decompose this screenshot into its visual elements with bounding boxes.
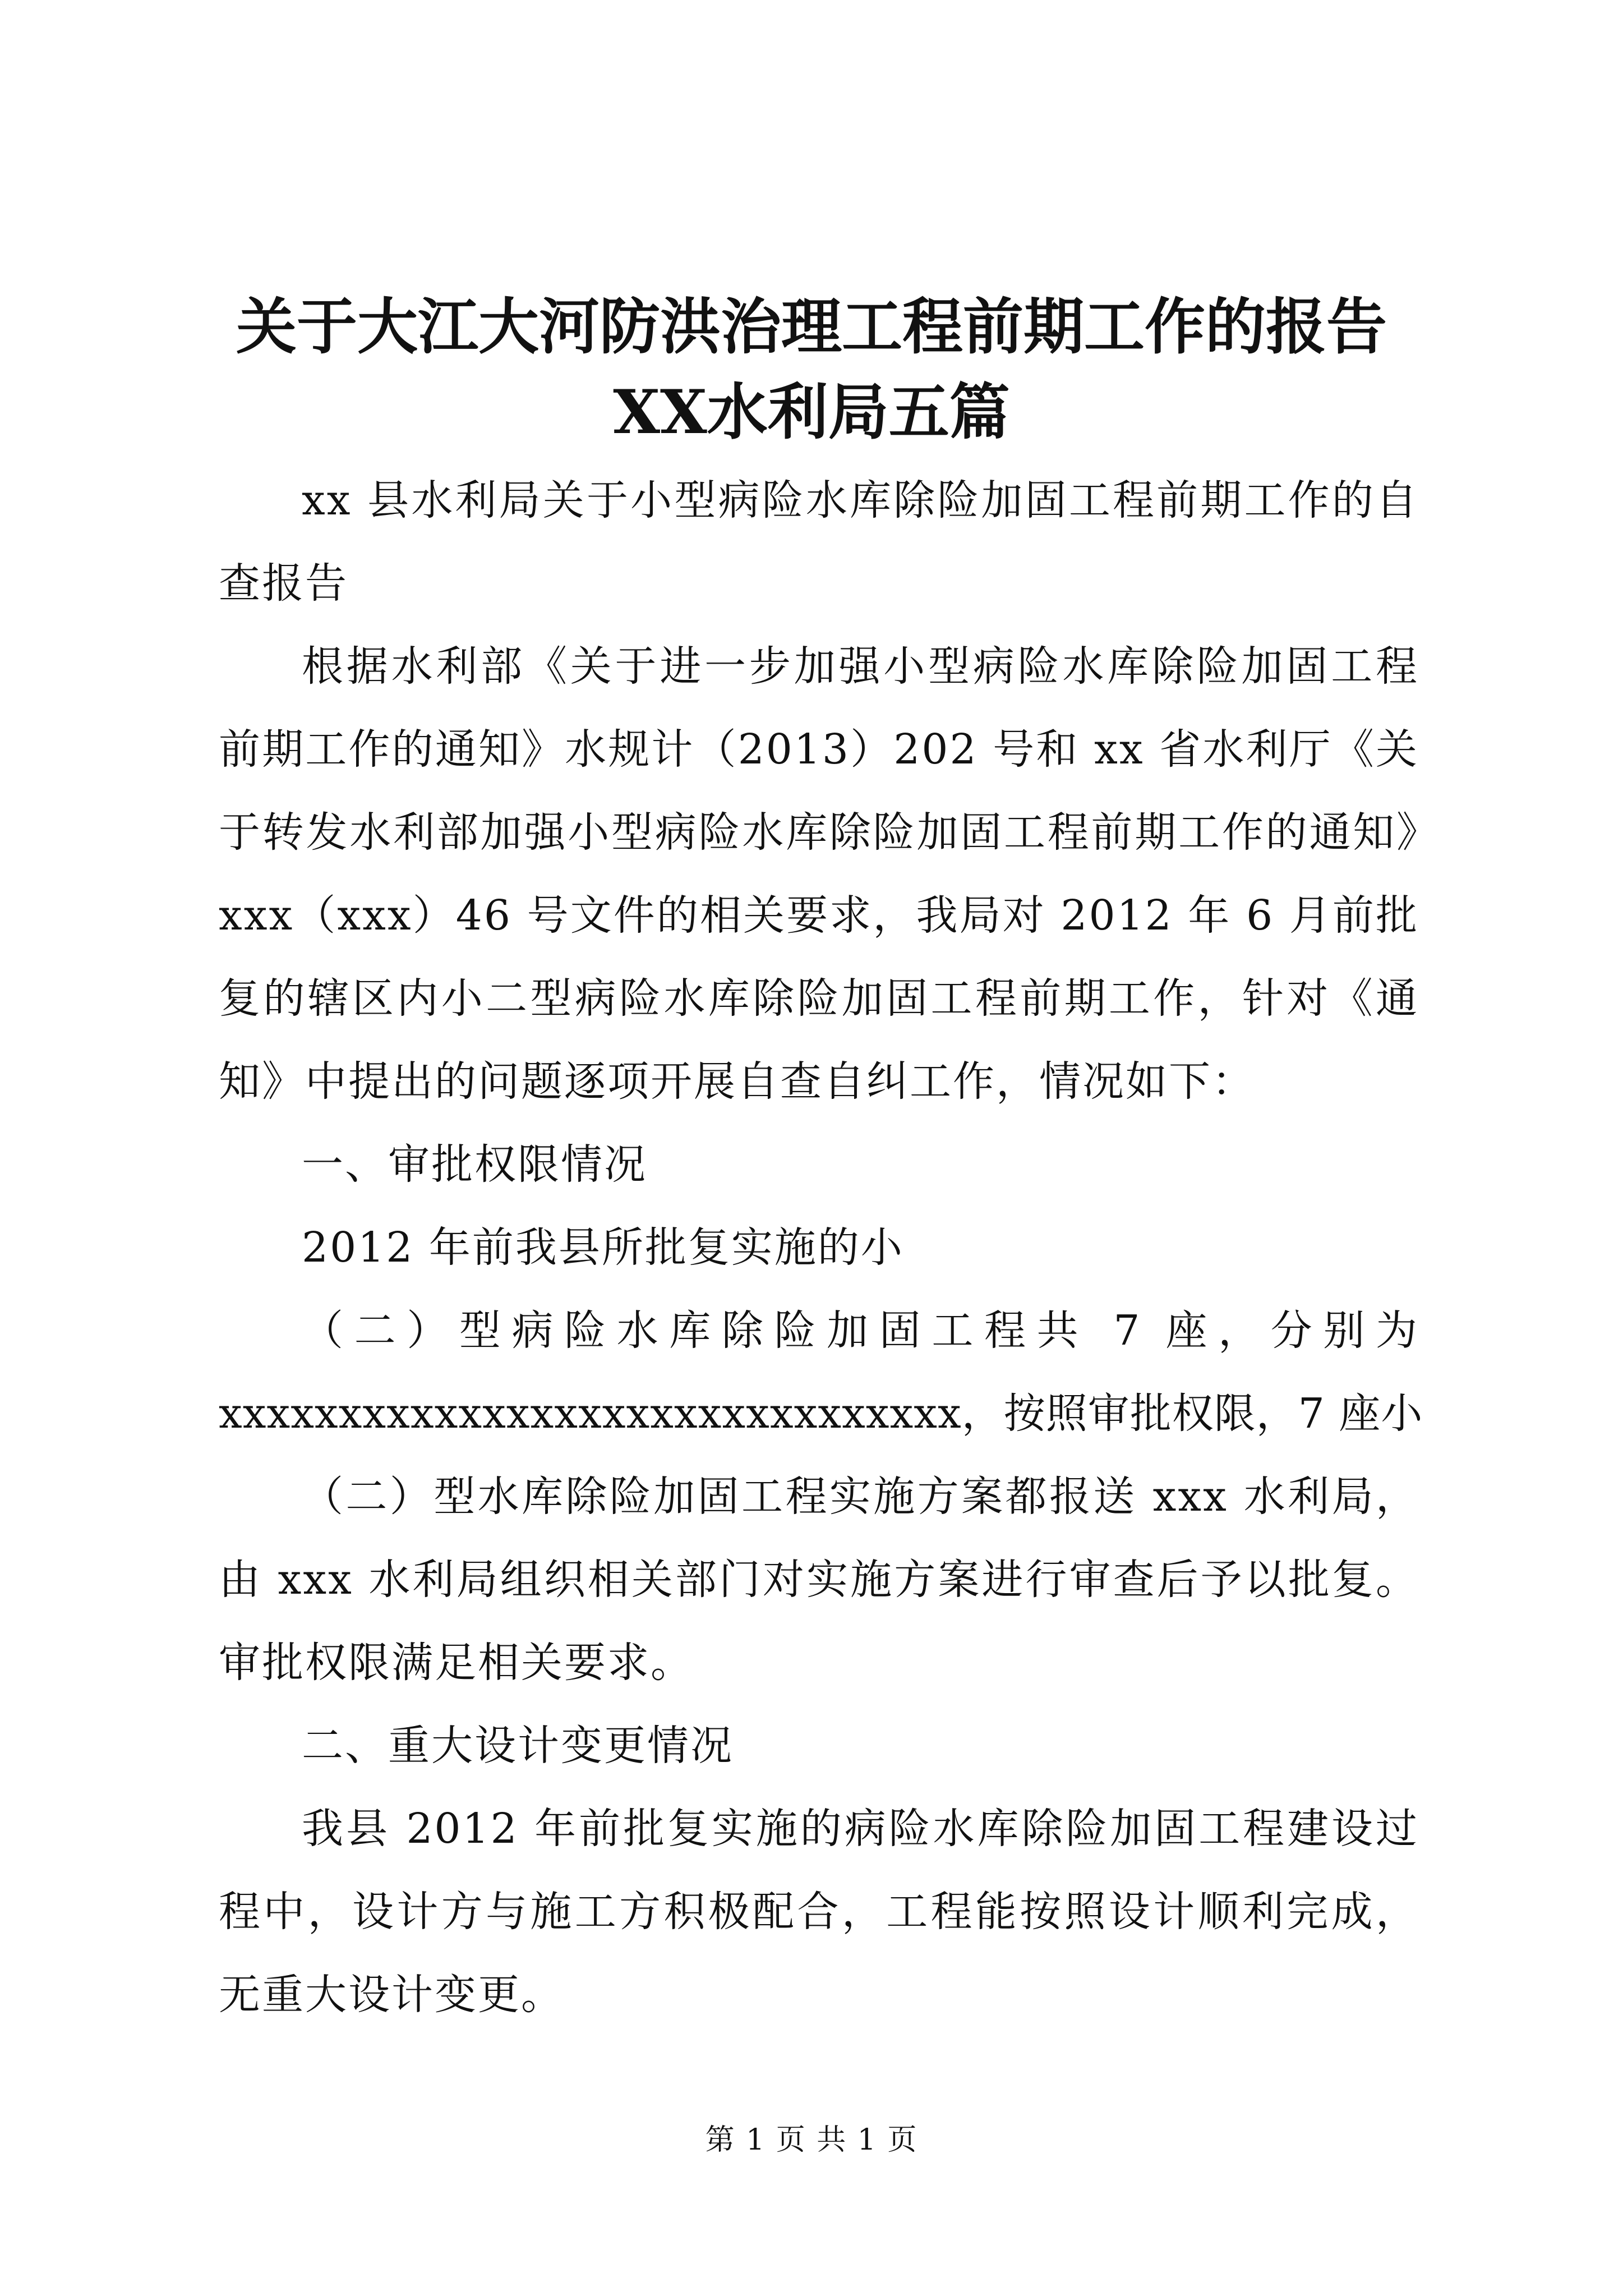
paragraph: xxxxxxxxxxxxxxxxxxxxxxxxxxxxxxx，按照审批权限，7 座小 xyxy=(219,1389,1423,1438)
document-body xyxy=(219,459,1423,2036)
paragraph: （二）型水库除险加固工程实施方案都报送 xxx 水利局，由 xxx 水利局组织相关部门对实施方案进行审查后予以批复。审批权限满足相关要求。 xyxy=(219,1473,1419,1687)
paragraph: （二）型病险水库除险加固工程共 7 座，分别为 xyxy=(302,1306,1419,1355)
document-title-line-1: 关于大江大河防洪治理工程前期工作的报告 xyxy=(236,292,1387,362)
paragraph-subtitle: xx 县水利局关于小型病险水库除险加固工程前期工作的自查报告 xyxy=(219,476,1419,608)
section-heading-1: 一、审批权限情况 xyxy=(302,1140,647,1189)
page-footer: 第 1 页 共 1 页 xyxy=(705,2123,918,2157)
paragraph-intro: 根据水利部《关于进一步加强小型病险水库除险加固工程前期工作的通知》水规计（2013）202 号和 xx 省水利厅《关于转发水利部加强小型病险水库除险加固工程前期工作的通知》xxx（xxx）46 号文件的相关要求，我局对 2012 年 6 月前批复的辖区内小二型病险水库除险加固工程前期工作，针对《通知》中提出的问题逐项开展自查自纠工作，情况如下： xyxy=(219,642,1419,1106)
paragraph: 我县 2012 年前批复实施的病险水库除险加固工程建设过程中，设计方与施工方积极配合，工程能按照设计顺利完成，无重大设计变更。 xyxy=(219,1805,1419,2019)
document-title-line-2: XX水利局五篇 xyxy=(613,377,1010,448)
paragraph: 2012 年前我县所批复实施的小 xyxy=(302,1223,904,1272)
section-heading-2: 二、重大设计变更情况 xyxy=(302,1722,734,1770)
